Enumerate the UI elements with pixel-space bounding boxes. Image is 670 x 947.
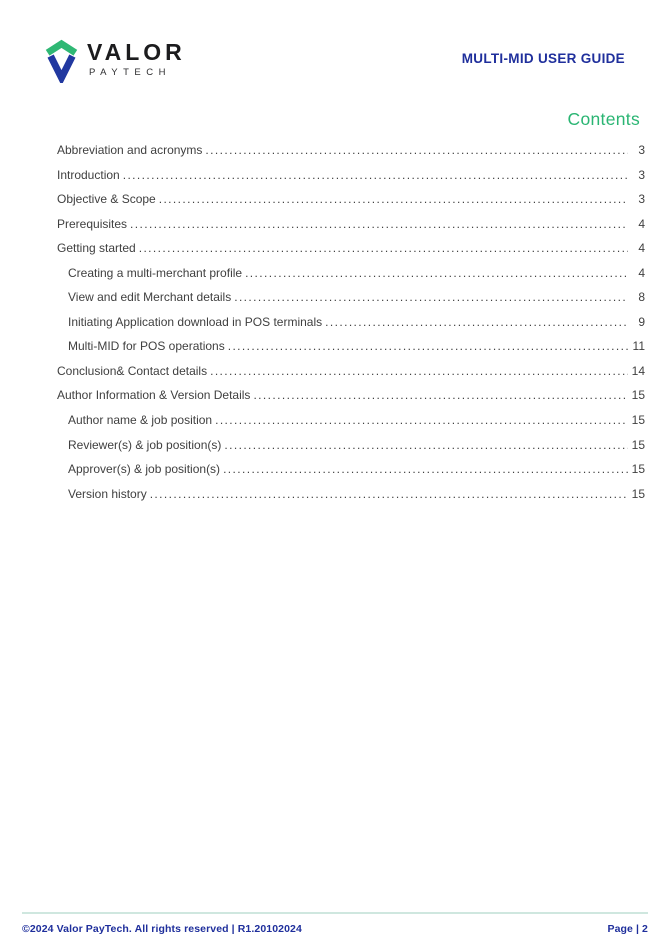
toc-entry[interactable]: [57, 482, 645, 507]
toc-leader-dots: [139, 236, 628, 261]
logo-brand-text: VALOR: [87, 39, 186, 65]
toc-entry[interactable]: [57, 359, 645, 384]
toc-entry[interactable]: [57, 212, 645, 237]
toc-leader-dots: [325, 310, 628, 335]
toc-page-number: 4: [638, 241, 645, 256]
toc-page-number: 14: [631, 363, 645, 378]
toc-entry-label: Multi-MID for POS operations: [68, 339, 225, 354]
toc-entry[interactable]: [57, 408, 645, 433]
toc-page-number: 15: [631, 413, 645, 428]
footer-page-number: Page | 2: [607, 923, 648, 935]
toc-entry-label: Initiating Application download in POS terminals: [68, 314, 323, 329]
toc-leader-dots: [253, 383, 628, 408]
table-of-contents: [57, 138, 645, 506]
toc-leader-dots: [215, 408, 628, 433]
toc-leader-dots: [210, 359, 628, 384]
footer-copyright: ©2024 Valor PayTech. All rights reserved | R1.20102024: [22, 923, 302, 935]
toc-entry-label: View and edit Merchant details: [68, 290, 232, 305]
toc-entry[interactable]: [57, 236, 645, 261]
toc-leader-dots: [159, 187, 628, 212]
toc-leader-dots: [150, 482, 628, 507]
toc-entry-label: Approver(s) & job position(s): [68, 462, 221, 477]
toc-leader-dots: [234, 285, 628, 310]
toc-entry-label: Version history: [68, 486, 147, 501]
toc-page-number: 15: [631, 388, 645, 403]
toc-entry-label: Abbreviation and acronyms: [57, 143, 203, 157]
toc-entry-label: Introduction: [57, 167, 120, 182]
toc-page-number: 15: [631, 437, 645, 452]
toc-entry[interactable]: [57, 187, 645, 212]
toc-entry-label: Reviewer(s) & job position(s): [68, 437, 222, 452]
toc-entry-label: Conclusion& Contact details: [57, 363, 208, 378]
contents-heading: Contents: [567, 109, 640, 129]
toc-entry[interactable]: [57, 383, 645, 408]
toc-page-number: 3: [638, 167, 645, 182]
toc-entry[interactable]: [57, 285, 645, 310]
toc-entry[interactable]: [57, 310, 645, 335]
doc-title: MULTI-MID USER GUIDE: [461, 51, 625, 66]
toc-entry[interactable]: [57, 334, 645, 359]
toc-page-number: 9: [638, 314, 645, 329]
page-footer: [22, 912, 648, 935]
toc-leader-dots: [223, 457, 628, 482]
logo-text-block: [87, 38, 186, 78]
toc-page-number: 15: [631, 486, 645, 501]
toc-entry-label: Author name & job position: [68, 413, 213, 428]
toc-page-number: 4: [638, 265, 645, 280]
toc-entry-label: Getting started: [57, 241, 136, 256]
toc-entry-label: Objective & Scope: [57, 192, 156, 207]
toc-leader-dots: [123, 163, 628, 188]
toc-entry-label: Author Information & Version Details: [57, 388, 251, 403]
toc-page-number: 15: [631, 462, 645, 477]
toc-entry[interactable]: [57, 433, 645, 458]
toc-page-number: 11: [632, 339, 645, 354]
toc-leader-dots: [228, 334, 628, 359]
toc-entry-label: Prerequisites: [57, 216, 128, 231]
toc-entry-label: Creating a multi-merchant profile: [68, 265, 243, 280]
toc-leader-dots: [224, 433, 628, 458]
toc-leader-dots: [130, 212, 628, 237]
toc-page-number: 3: [638, 192, 645, 207]
valor-logo: [45, 38, 186, 83]
valor-shield-icon: [45, 38, 78, 83]
toc-entry[interactable]: [57, 457, 645, 482]
logo-paytech-text: PAYTECH: [89, 67, 171, 78]
toc-page-number: 4: [638, 216, 645, 231]
toc-leader-dots: [205, 138, 628, 163]
toc-leader-dots: [245, 261, 628, 286]
toc-page-number: 8: [638, 290, 645, 305]
toc-entry[interactable]: [57, 138, 645, 163]
toc-entry[interactable]: [57, 163, 645, 188]
toc-entry[interactable]: [57, 261, 645, 286]
toc-page-number: 3: [638, 143, 645, 157]
